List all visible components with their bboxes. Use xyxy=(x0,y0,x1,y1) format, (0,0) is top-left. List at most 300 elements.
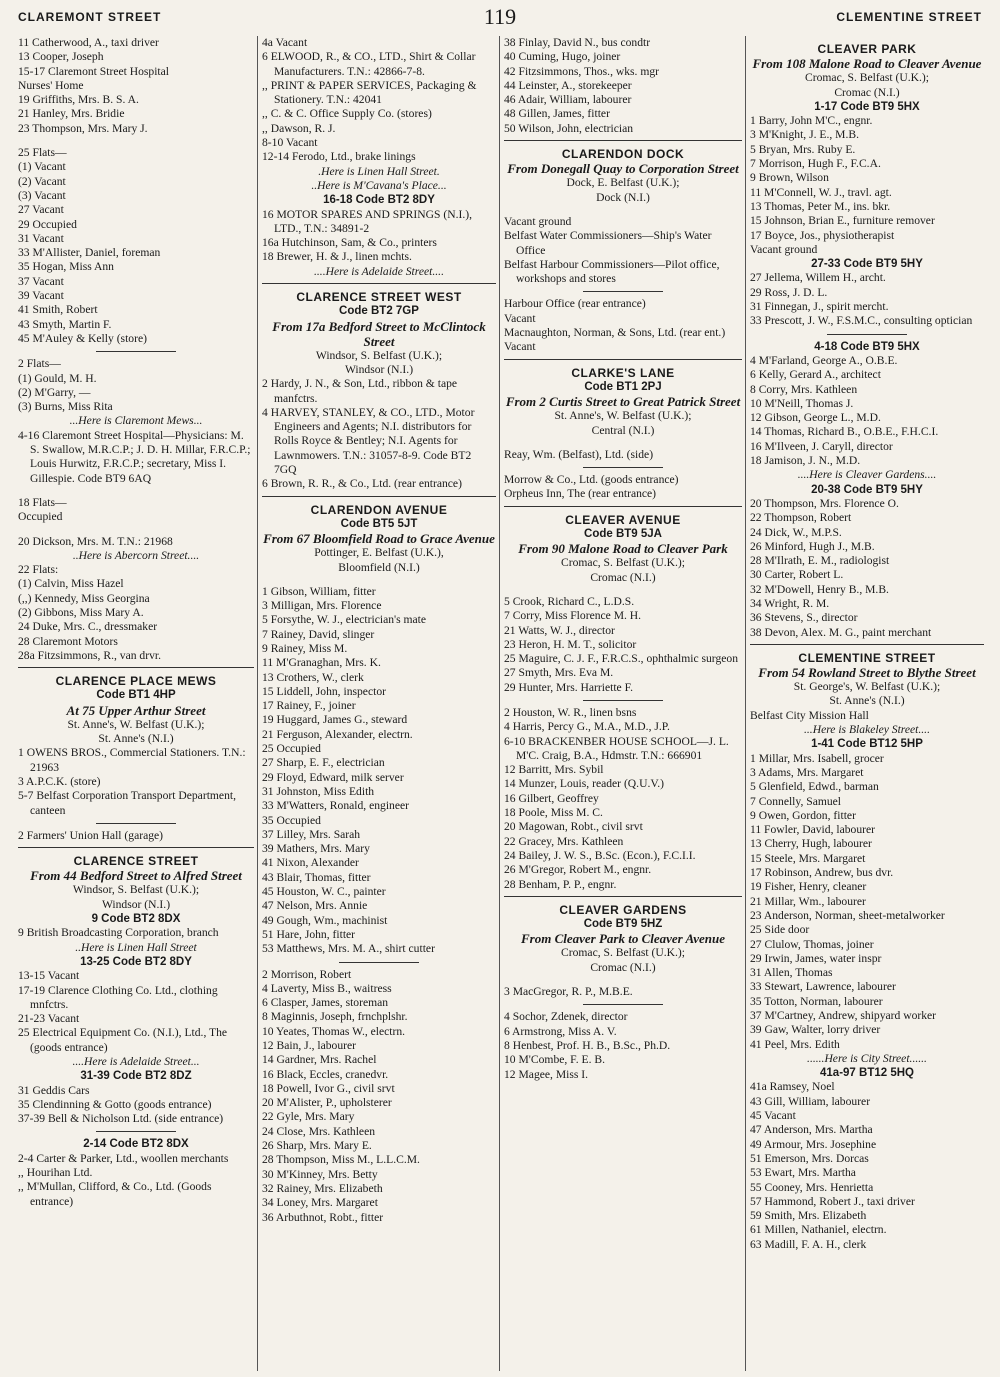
directory-entry: Belfast City Mission Hall xyxy=(750,708,869,722)
directory-entry: 5 Crook, Richard C., L.D.S. xyxy=(504,594,635,608)
street-heading: CLEAVER AVENUE xyxy=(565,512,681,527)
cross-street-note: ....Here is Adelaide Street.... xyxy=(314,264,444,278)
directory-entry: 24 Dick, W., M.P.S. xyxy=(750,525,842,539)
postcode-line: 2-14 Code BT2 8DX xyxy=(83,1138,189,1151)
short-rule xyxy=(96,1131,176,1132)
directory-entry: 51 Emerson, Mrs. Dorcas xyxy=(750,1151,869,1165)
directory-entry: 21-23 Vacant xyxy=(18,1012,80,1026)
directory-entry: Vacant ground xyxy=(750,242,818,256)
ward-line: Windsor (N.I.) xyxy=(344,362,414,376)
directory-entry: 15-17 Claremont Street Hospital xyxy=(18,64,170,78)
directory-entry: 20 Dickson, Mrs. M. T.N.: 21968 xyxy=(18,534,173,548)
directory-entry: 7 Corry, Miss Florence M. H. xyxy=(504,609,642,623)
directory-entry: 39 Mathers, Mrs. Mary xyxy=(262,842,370,856)
short-rule xyxy=(583,291,663,292)
directory-entry: 1 Millar, Mrs. Isabell, grocer xyxy=(750,751,884,765)
directory-entry: 25 Side door xyxy=(750,923,810,937)
cross-street-note: ..Here is M'Cavana's Place... xyxy=(311,178,447,192)
directory-entry: (,,) Kennedy, Miss Georgina xyxy=(18,591,150,605)
postcode-line: Code BT5 5JT xyxy=(340,517,418,530)
directory-entry: Occupied xyxy=(18,510,63,524)
ward-line: Windsor, S. Belfast (U.K.); xyxy=(72,883,200,897)
directory-entry: 24 Duke, Mrs. C., dressmaker xyxy=(18,620,158,634)
directory-entry: 41 Smith, Robert xyxy=(18,303,98,317)
spacer xyxy=(504,438,742,448)
street-extent: From Donegall Quay to Corporation Street xyxy=(507,161,739,177)
directory-entry: 4 Harris, Percy G., M.A., M.D., J.P. xyxy=(504,720,670,734)
postcode-line: Code BT1 4HP xyxy=(96,689,176,702)
directory-entry: ,, M'Mullan, Clifford, & Co., Ltd. (Goods entrance) xyxy=(18,1180,212,1208)
directory-entry: 15 Steele, Mrs. Margaret xyxy=(750,851,866,865)
directory-entry: 45 M'Auley & Kelly (store) xyxy=(18,331,147,345)
directory-entry: 34 Wright, R. M. xyxy=(750,596,830,610)
directory-entry: 13 Cooper, Joseph xyxy=(18,50,104,64)
directory-entry: 21 Millar, Wm., labourer xyxy=(750,894,866,908)
directory-entry: 47 Anderson, Mrs. Martha xyxy=(750,1123,873,1137)
directory-entry: 12-14 Ferodo, Ltd., brake linings xyxy=(262,150,416,164)
directory-entry: 23 Anderson, Norman, sheet-metalworker xyxy=(750,908,945,922)
directory-entry: 49 Gough, Wm., machinist xyxy=(262,913,388,927)
directory-entry: 11 Fowler, David, labourer xyxy=(750,823,875,837)
directory-entry: 22 Thompson, Robert xyxy=(750,511,852,525)
ward-line: St. George's, W. Belfast (U.K.); xyxy=(793,680,941,694)
directory-entry: 29 Hunter, Mrs. Harriette F. xyxy=(504,680,634,694)
ward-line: Cromac (N.I.) xyxy=(834,85,900,99)
directory-entry: 11 Catherwood, A., taxi driver xyxy=(18,36,159,49)
directory-entry: 53 Matthews, Mrs. M. A., shirt cutter xyxy=(262,942,435,956)
column-2 xyxy=(262,36,496,1373)
directory-entry: 50 Wilson, John, electrician xyxy=(504,121,634,135)
street-heading: CLEMENTINE STREET xyxy=(798,650,936,665)
directory-entry: 15 Liddell, John, inspector xyxy=(262,684,386,698)
directory-entry: 12 Bain, J., labourer xyxy=(262,1039,357,1052)
directory-entry: 28 M'Ilrath, E. M., radiologist xyxy=(750,554,890,568)
street-heading: CLEAVER PARK xyxy=(817,42,917,56)
directory-entry: 26 Minford, Hugh J., M.B. xyxy=(750,539,875,553)
directory-entry: 8 Maginnis, Joseph, frnchplshr. xyxy=(262,1010,408,1024)
directory-entry: 6 Kelly, Gerard A., architect xyxy=(750,368,881,382)
directory-entry: 14 Thomas, Richard B., O.B.E., F.H.C.I. xyxy=(750,425,939,439)
directory-entry: 3 M'Knight, J. E., M.B. xyxy=(750,128,860,142)
directory-entry: 19 Huggard, James G., steward xyxy=(262,713,408,727)
directory-entry: 27 Sharp, E. F., electrician xyxy=(262,756,385,770)
directory-entry: 22 Flats: xyxy=(18,563,59,577)
spacer xyxy=(504,975,742,985)
directory-entry: 27 Vacant xyxy=(18,203,64,217)
spacer xyxy=(504,205,742,215)
directory-entry: 47 Nelson, Mrs. Annie xyxy=(262,899,368,913)
directory-entry: 17 Boyce, Jos., physiotherapist xyxy=(750,228,895,242)
cross-street-note: ....Here is Adelaide Street... xyxy=(72,1055,200,1068)
directory-entry: 41a Ramsey, Noel xyxy=(750,1080,835,1094)
directory-entry: 37 Lilley, Mrs. Sarah xyxy=(262,827,361,841)
directory-entry: 8 Corry, Mrs. Kathleen xyxy=(750,382,858,396)
directory-entry: 21 Hanley, Mrs. Bridie xyxy=(18,107,125,121)
postcode-line: 41a-97 BT12 5HQ xyxy=(820,1067,914,1080)
page-header xyxy=(0,4,1000,30)
directory-entry: 49 Armour, Mrs. Josephine xyxy=(750,1137,877,1151)
directory-entry: 45 Houston, W. C., painter xyxy=(262,885,386,899)
directory-entry: 27 Jellema, Willem H., archt. xyxy=(750,271,886,285)
directory-entry: 36 Stevens, S., director xyxy=(750,611,858,625)
ward-line: Cromac, S. Belfast (U.K.); xyxy=(561,556,685,570)
street-extent: From 108 Malone Road to Cleaver Avenue xyxy=(752,56,982,72)
directory-entry: 13-15 Vacant xyxy=(18,969,80,983)
directory-entry: 6 Armstrong, Miss A. V. xyxy=(504,1024,617,1038)
directory-entry: 1 Barry, John M'C., engnr. xyxy=(750,114,873,128)
column-4 xyxy=(750,36,984,1373)
directory-entry: 18 Flats— xyxy=(18,495,67,509)
directory-entry: 3 MacGregor, R. P., M.B.E. xyxy=(504,985,633,999)
directory-entry: 16 MOTOR SPARES AND SPRINGS (N.I.), LTD., T.N.: 34891-2 xyxy=(262,207,473,235)
directory-entry: 17 Rainey, F., joiner xyxy=(262,699,356,713)
directory-entry: (2) Vacant xyxy=(18,174,66,188)
directory-entry: 8-10 Vacant xyxy=(262,136,318,150)
directory-entry: Nurses' Home xyxy=(18,78,84,92)
cross-street-note: ...Here is Claremont Mews... xyxy=(69,414,203,428)
directory-entry: 61 Millen, Nathaniel, electrn. xyxy=(750,1223,887,1237)
directory-entry: 22 Gyle, Mrs. Mary xyxy=(262,1110,355,1124)
directory-entry: 30 M'Kinney, Mrs. Betty xyxy=(262,1167,378,1181)
directory-entry: 31 Finnegan, J., spirit mercht. xyxy=(750,300,889,314)
directory-entry: 4 Sochor, Zdenek, director xyxy=(504,1010,628,1024)
directory-entry: 37 M'Cartney, Andrew, shipyard worker xyxy=(750,1009,937,1022)
directory-entry: ,, Dawson, R. J. xyxy=(262,121,336,135)
directory-entry: 18 Brewer, H. & J., linen mchts. xyxy=(262,250,412,264)
directory-entry: (1) Calvin, Miss Hazel xyxy=(18,577,124,591)
directory-entry: 3 Adams, Mrs. Margaret xyxy=(750,765,864,779)
directory-entry: 3 Milligan, Mrs. Florence xyxy=(262,599,382,613)
directory-entry: 24 Close, Mrs. Kathleen xyxy=(262,1124,376,1138)
ward-line: St. Anne's, W. Belfast (U.K.); xyxy=(554,409,692,423)
directory-entry: 33 Stewart, Lawrence, labourer xyxy=(750,980,896,994)
section-rule xyxy=(262,283,496,284)
directory-entry: 53 Ewart, Mrs. Martha xyxy=(750,1166,856,1180)
directory-entry: 57 Hammond, Robert J., taxi driver xyxy=(750,1194,915,1208)
directory-entry: 25 Electrical Equipment Co. (N.I.), Ltd., The (goods entrance) xyxy=(18,1026,228,1054)
directory-entry: 16 M'Ilveen, J. Caryll, director xyxy=(750,439,893,453)
directory-entry: Morrow & Co., Ltd. (goods entrance) xyxy=(504,473,679,487)
directory-entry: 25 Maguire, C. J. F., F.R.C.S., ophthalmic surgeon xyxy=(504,652,738,666)
directory-entry: 33 M'Allister, Daniel, foreman xyxy=(18,246,161,260)
ward-line: Windsor, S. Belfast (U.K.); xyxy=(315,348,443,362)
directory-entry: Vacant ground xyxy=(504,214,572,228)
postcode-line: 20-38 Code BT9 5HY xyxy=(811,483,923,496)
directory-entry: 18 Powell, Ivor G., civil srvt xyxy=(262,1081,395,1095)
directory-entry: 20 Thompson, Mrs. Florence O. xyxy=(750,496,899,510)
ward-line: Cromac (N.I.) xyxy=(590,960,656,974)
directory-entry: (2) Gibbons, Miss Mary A. xyxy=(18,605,144,619)
directory-entry: 36 Arbuthnot, Robt., fitter xyxy=(262,1210,384,1224)
directory-entry: 37-39 Bell & Nicholson Ltd. (side entrance) xyxy=(18,1112,224,1126)
postcode-line: Code BT9 5HZ xyxy=(583,918,663,931)
directory-entry: 28a Fitzsimmons, R., van drvr. xyxy=(18,648,161,662)
directory-entry: 63 Madill, F. A. H., clerk xyxy=(750,1237,867,1251)
directory-entry: 22 Gracey, Mrs. Kathleen xyxy=(504,834,624,848)
ward-line: Bloomfield (N.I.) xyxy=(338,560,420,574)
directory-entry: Harbour Office (rear entrance) xyxy=(504,297,646,311)
directory-entry: 6-10 BRACKENBER HOUSE SCHOOL—J. L. M'C. Craig, B.A., Hdmstr. T.N.: 666901 xyxy=(504,734,729,762)
directory-entry: 9 Owen, Gordon, fitter xyxy=(750,808,856,822)
ward-line: Cromac, S. Belfast (U.K.); xyxy=(805,71,929,85)
directory-entry: Macnaughton, Norman, & Sons, Ltd. (rear ent.) xyxy=(504,326,726,340)
directory-entry: 41 Peel, Mrs. Edith xyxy=(750,1037,840,1051)
cross-street-note: .Here is Linen Hall Street. xyxy=(318,164,440,178)
directory-entry: 34 Loney, Mrs. Margaret xyxy=(262,1196,378,1210)
directory-entry: 40 Cuming, Hugo, joiner xyxy=(504,50,621,64)
short-rule xyxy=(827,334,907,335)
directory-entry: 38 Devon, Alex. M. G., paint merchant xyxy=(750,625,932,639)
directory-entry: 38 Finlay, David N., bus condtr xyxy=(504,36,651,49)
ward-line: St. Anne's, W. Belfast (U.K.); xyxy=(67,717,205,731)
directory-entry: 2 Flats— xyxy=(18,357,61,371)
directory-entry: 2-4 Carter & Parker, Ltd., woollen merchants xyxy=(18,1151,229,1165)
postcode-line: 16-18 Code BT2 8DY xyxy=(323,194,435,207)
cross-street-note: ..Here is Linen Hall Street xyxy=(75,940,197,954)
section-rule xyxy=(504,359,742,360)
directory-entry: 33 M'Watters, Ronald, engineer xyxy=(262,799,410,813)
directory-entry: 16 Black, Eccles, cranedvr. xyxy=(262,1067,389,1081)
street-extent: At 75 Upper Arthur Street xyxy=(66,702,206,718)
directory-entry: 6 Brown, R. R., & Co., Ltd. (rear entrance) xyxy=(262,477,462,491)
column-divider xyxy=(499,36,500,1371)
directory-entry: 5-7 Belfast Corporation Transport Department, canteen xyxy=(18,789,236,817)
ward-line: Central (N.I.) xyxy=(591,423,655,437)
spacer xyxy=(504,585,742,595)
section-rule xyxy=(504,140,742,141)
section-rule xyxy=(18,847,254,848)
spacer xyxy=(18,136,254,146)
directory-entry: 45 Vacant xyxy=(750,1109,796,1123)
directory-entry: 9 Rainey, Miss M. xyxy=(262,641,348,655)
directory-entry: 29 Floyd, Edward, milk server xyxy=(262,770,404,784)
directory-entry: 55 Cooney, Mrs. Henrietta xyxy=(750,1180,874,1194)
directory-entry: 13 Crothers, W., clerk xyxy=(262,670,364,684)
street-extent: From 44 Bedford Street to Alfred Street xyxy=(30,868,242,884)
ward-line: Pottinger, E. Belfast (U.K.), xyxy=(314,546,444,560)
header-left-street: CLAREMONT STREET xyxy=(18,10,162,24)
directory-entry: 20 Magowan, Robt., civil srvt xyxy=(504,820,643,834)
directory-entry: 26 Sharp, Mrs. Mary E. xyxy=(262,1139,372,1153)
directory-entry: 39 Gaw, Walter, lorry driver xyxy=(750,1023,881,1037)
directory-entry: 12 Barritt, Mrs. Sybil xyxy=(504,763,604,777)
cross-street-note: ..Here is Abercorn Street.... xyxy=(72,548,200,562)
column-divider xyxy=(745,36,746,1371)
directory-entry: 7 Connelly, Samuel xyxy=(750,794,842,808)
short-rule xyxy=(96,823,176,824)
directory-entry: 31 Vacant xyxy=(18,231,64,245)
directory-entry: 32 M'Dowell, Henry B., M.B. xyxy=(750,582,889,596)
spacer xyxy=(18,525,254,535)
directory-entry: 6 Clasper, James, storeman xyxy=(262,996,389,1010)
street-extent: From 67 Bloomfield Road to Grace Avenue xyxy=(263,531,495,547)
directory-entry: (2) M'Garry, — xyxy=(18,385,91,399)
directory-entry: 26 M'Gregor, Robert M., engnr. xyxy=(504,863,652,877)
street-extent: From 54 Rowland Street to Blythe Street xyxy=(758,665,976,681)
directory-entry: 29 Ross, J. D. L. xyxy=(750,285,828,299)
directory-entry: 4a Vacant xyxy=(262,36,308,49)
directory-entry: 46 Adair, William, labourer xyxy=(504,93,632,107)
directory-entry: Belfast Water Commissioners—Ship's Water Office xyxy=(504,229,712,257)
column-3 xyxy=(504,36,742,1373)
directory-entry: 5 Bryan, Mrs. Ruby E. xyxy=(750,142,856,156)
directory-entry: 17-19 Clarence Clothing Co. Ltd., clothing mnfctrs. xyxy=(18,983,218,1011)
directory-entry: 42 Fitzsimmons, Thos., wks. mgr xyxy=(504,64,660,78)
street-heading: CLARENDON DOCK xyxy=(561,147,685,162)
directory-entry: 15 Johnson, Brian E., furniture remover xyxy=(750,214,935,228)
directory-entry: 5 Glenfield, Edwd., barman xyxy=(750,780,879,794)
column-1 xyxy=(18,36,254,1373)
cross-street-note: ....Here is Cleaver Gardens.... xyxy=(797,468,937,482)
ward-line: St. Anne's (N.I.) xyxy=(98,732,174,746)
directory-entry: 23 Thompson, Mrs. Mary J. xyxy=(18,121,148,135)
short-rule xyxy=(583,700,663,701)
postcode-line: 4-18 Code BT9 5HX xyxy=(814,340,920,353)
header-right-street: CLEMENTINE STREET xyxy=(836,10,982,24)
directory-entry: 31 Allen, Thomas xyxy=(750,966,833,980)
directory-entry: 9 British Broadcasting Corporation, branch xyxy=(18,926,219,940)
section-rule xyxy=(504,896,742,897)
ward-line: Dock (N.I.) xyxy=(596,190,650,204)
postcode-line: 31-39 Code BT2 8DZ xyxy=(80,1070,192,1083)
postcode-line: 9 Code BT2 8DX xyxy=(91,913,181,926)
directory-entry: 10 Yeates, Thomas W., electrn. xyxy=(262,1024,406,1038)
ward-line: St. Anne's (N.I.) xyxy=(829,694,905,708)
directory-entry: 12 Magee, Miss I. xyxy=(504,1067,589,1081)
directory-entry: 2 Farmers' Union Hall (garage) xyxy=(18,828,164,842)
directory-entry: 43 Smyth, Martin F. xyxy=(18,317,112,331)
directory-entry: 6 ELWOOD, R., & CO., LTD., Shirt & Collar Manufacturers. T.N.: 42866-7-8. xyxy=(262,50,476,78)
short-rule xyxy=(583,467,663,468)
directory-entry: 29 Irwin, James, water inspr xyxy=(750,951,882,965)
directory-entry: 33 Prescott, J. W., F.S.M.C., consulting optician xyxy=(750,314,973,328)
directory-entry: 17 Robinson, Andrew, bus dvr. xyxy=(750,866,894,880)
directory-entry: 28 Benham, P. P., engnr. xyxy=(504,877,617,891)
directory-entry: 48 Gillen, James, fitter xyxy=(504,107,610,121)
street-heading: CLARENDON AVENUE xyxy=(310,502,448,517)
directory-entry: 24 Bailey, J. W. S., B.Sc. (Econ.), F.C.I.I. xyxy=(504,848,696,862)
directory-entry: 16 Gilbert, Geoffrey xyxy=(504,791,599,805)
directory-entry: 27 Smyth, Mrs. Eva M. xyxy=(504,666,614,680)
street-extent: From Cleaver Park to Cleaver Avenue xyxy=(520,931,725,947)
directory-entry: ,, PRINT & PAPER SERVICES, Packaging & Stationery. T.N.: 42041 xyxy=(262,78,477,107)
street-extent: From 90 Malone Road to Cleaver Park xyxy=(518,541,728,557)
directory-entry: 11 M'Connell, W. J., travl. agt. xyxy=(750,185,892,199)
directory-entry: 28 Claremont Motors xyxy=(18,634,118,648)
directory-entry: 37 Vacant xyxy=(18,274,64,288)
directory-entry: 10 M'Neill, Thomas J. xyxy=(750,396,854,410)
street-extent: From 17a Bedford Street to McClintock Street xyxy=(272,318,486,349)
directory-entry: 25 Occupied xyxy=(262,742,321,756)
directory-entry: 32 Rainey, Mrs. Elizabeth xyxy=(262,1181,383,1195)
directory-entry: Orpheus Inn, The (rear entrance) xyxy=(504,487,657,501)
ward-line: Cromac, S. Belfast (U.K.); xyxy=(561,946,685,960)
directory-entry: 31 Johnston, Miss Edith xyxy=(262,784,375,798)
directory-entry: 1 OWENS BROS., Commercial Stationers. T.N.: 21963 xyxy=(18,746,246,774)
street-heading: CLARENCE PLACE MEWS xyxy=(55,674,217,689)
street-heading: CLEAVER GARDENS xyxy=(559,902,687,917)
directory-entry: 51 Hare, John, fitter xyxy=(262,927,356,941)
postcode-line: Code BT9 5JA xyxy=(584,528,662,541)
directory-entry: 25 Flats— xyxy=(18,146,67,160)
directory-entry: 8 Henbest, Prof. H. B., B.Sc., Ph.D. xyxy=(504,1038,671,1052)
directory-entry: 29 Occupied xyxy=(18,217,77,231)
street-heading: CLARENCE STREET WEST xyxy=(296,290,462,305)
directory-entry: 4-16 Claremont Street Hospital—Physicians: M. S. Swallow, M.R.C.P.; J. D. H. Millar, F.R.C.P.; Louis Hurwitz, F.R.C.P.; secretary, Miss I. Gillespie. Code BT9 6AQ xyxy=(18,428,251,485)
directory-entry: 18 Poole, Miss M. C. xyxy=(504,806,603,820)
cross-street-note: ......Here is City Street...... xyxy=(807,1051,927,1065)
postcode-line: 1-41 Code BT12 5HP xyxy=(811,738,923,751)
directory-entry: 44 Leinster, A., storekeeper xyxy=(504,78,632,92)
directory-entry: 41 Nixon, Alexander xyxy=(262,856,359,870)
directory-entry: 12 Gibson, George L., M.D. xyxy=(750,411,881,425)
directory-entry: 9 Brown, Wilson xyxy=(750,171,829,185)
postcode-line: 1-17 Code BT9 5HX xyxy=(814,100,920,113)
directory-entry: 2 Hardy, J. N., & Son, Ltd., ribbon & tape manfctrs. xyxy=(262,377,458,405)
directory-entry: 7 Rainey, David, slinger xyxy=(262,627,375,641)
directory-entry: 14 Gardner, Mrs. Rachel xyxy=(262,1053,377,1067)
directory-entry: 31 Geddis Cars xyxy=(18,1083,90,1097)
directory-entry: 14 Munzer, Louis, reader (Q.U.V.) xyxy=(504,777,664,791)
directory-entry: 5 Forsythe, W. J., electrician's mate xyxy=(262,613,427,627)
directory-entry: 7 Morrison, Hugh F., F.C.A. xyxy=(750,157,881,171)
directory-entry: 13 Thomas, Peter M., ins. bkr. xyxy=(750,199,891,213)
directory-entry: (1) Gould, M. H. xyxy=(18,371,97,385)
directory-entry: 35 Occupied xyxy=(262,813,321,827)
short-rule xyxy=(583,1004,663,1005)
directory-entry: 10 M'Combe, F. E. B. xyxy=(504,1053,606,1067)
section-rule xyxy=(262,496,496,497)
postcode-line: Code BT2 7GP xyxy=(339,305,419,318)
directory-entry: Belfast Harbour Commissioners—Pilot office, workshops and stores xyxy=(504,257,720,286)
directory-entry: 20 M'Alister, P., upholsterer xyxy=(262,1096,392,1110)
spacer xyxy=(18,486,254,496)
directory-entry: 43 Blair, Thomas, fitter xyxy=(262,870,371,884)
directory-entry: 59 Smith, Mrs. Elizabeth xyxy=(750,1209,867,1223)
ward-line: Dock, E. Belfast (U.K.); xyxy=(566,176,680,190)
directory-entry: (3) Vacant xyxy=(18,188,66,202)
directory-entry: 21 Ferguson, Alexander, electrn. xyxy=(262,727,413,741)
ward-line: Windsor (N.I.) xyxy=(101,897,171,911)
page-number: 119 xyxy=(483,4,517,29)
directory-entry: 4 M'Farland, George A., O.B.E. xyxy=(750,353,898,367)
street-heading: CLARKE'S LANE xyxy=(571,365,675,380)
ward-line: Cromac (N.I.) xyxy=(590,570,656,584)
directory-entry: 13 Cherry, Hugh, labourer xyxy=(750,837,872,851)
cross-street-note: ...Here is Blakeley Street.... xyxy=(804,723,930,737)
directory-entry: (1) Vacant xyxy=(18,160,66,174)
directory-entry: Vacant xyxy=(504,311,536,325)
directory-entry: 35 Clendinning & Gotto (goods entrance) xyxy=(18,1097,212,1111)
directory-entry: 18 Jamison, J. N., M.D. xyxy=(750,454,861,468)
street-extent: From 2 Curtis Street to Great Patrick Street xyxy=(505,394,741,410)
section-rule xyxy=(18,667,254,668)
directory-entry: 2 Houston, W. R., linen bsns xyxy=(504,705,637,719)
directory-entry: 35 Hogan, Miss Ann xyxy=(18,260,114,274)
short-rule xyxy=(96,351,176,352)
directory-entry: 21 Watts, W. J., director xyxy=(504,623,615,637)
directory-entry: 19 Griffiths, Mrs. B. S. A. xyxy=(18,93,139,107)
directory-entry: 39 Vacant xyxy=(18,289,64,303)
directory-entry: 28 Thompson, Miss M., L.L.C.M. xyxy=(262,1153,420,1167)
directory-entry: 35 Totton, Norman, labourer xyxy=(750,994,883,1008)
directory-entry: 1 Gibson, William, fitter xyxy=(262,584,376,598)
directory-entry: Reay, Wm. (Belfast), Ltd. (side) xyxy=(504,447,654,461)
directory-entry: 16a Hutchinson, Sam, & Co., printers xyxy=(262,236,437,250)
directory-entry: 3 A.P.C.K. (store) xyxy=(18,774,101,788)
postcode-line: 13-25 Code BT2 8DY xyxy=(80,955,192,968)
directory-entry: (3) Burns, Miss Rita xyxy=(18,400,113,414)
